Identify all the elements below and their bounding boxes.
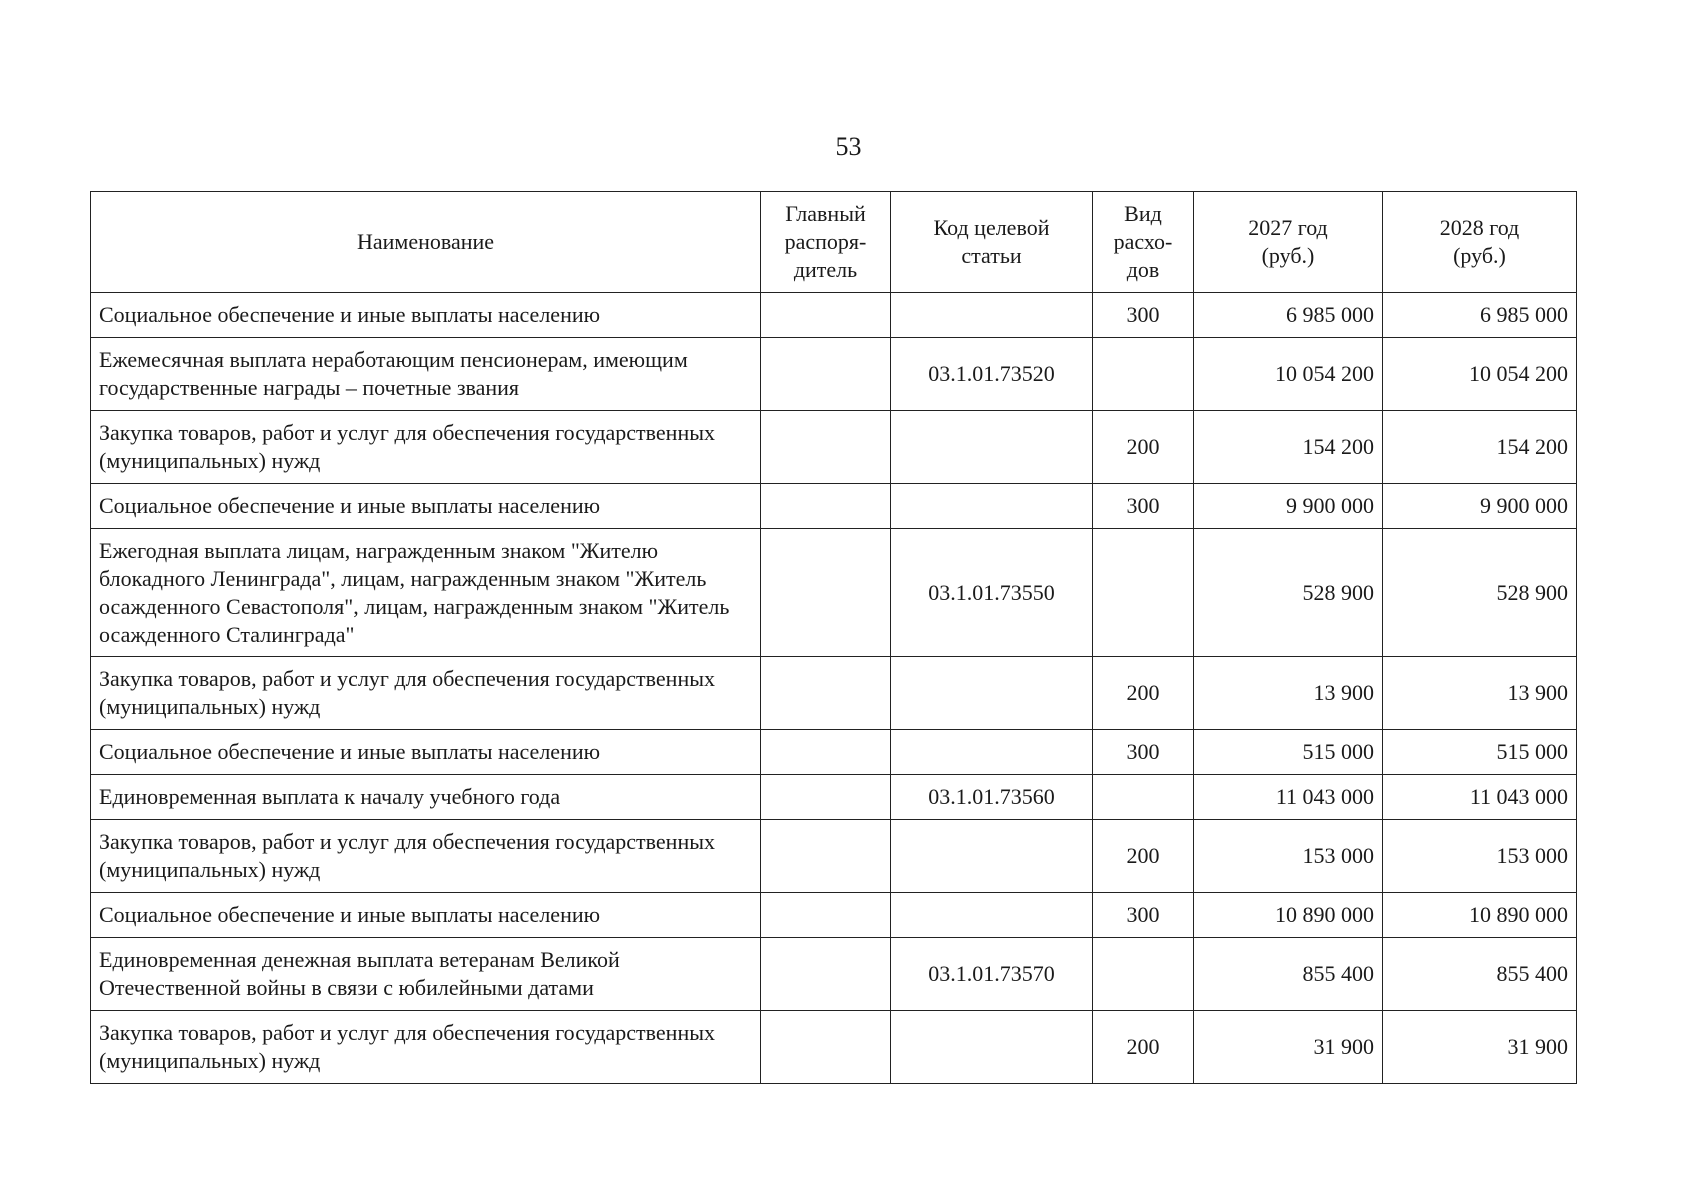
row-2028: 6 985 000 [1383,293,1577,338]
row-code [891,657,1093,730]
row-2028: 855 400 [1383,938,1577,1011]
row-manager [761,730,891,775]
row-2027: 10 054 200 [1194,338,1383,411]
row-name: Единовременная выплата к началу учебного года [91,775,761,820]
table-row [91,411,1577,484]
row-name: Закупка товаров, работ и услуг для обеспечения государственных (муниципальных) нужд [91,657,761,730]
row-code: 03.1.01.73550 [891,529,1093,657]
row-2028: 10 054 200 [1383,338,1577,411]
row-2028: 153 000 [1383,820,1577,893]
row-name: Закупка товаров, работ и услуг для обеспечения государственных (муниципальных) нужд [91,411,761,484]
row-code: 03.1.01.73570 [891,938,1093,1011]
table-row [91,657,1577,730]
row-2028: 11 043 000 [1383,775,1577,820]
row-2027: 153 000 [1194,820,1383,893]
row-type: 300 [1093,893,1194,938]
row-type [1093,338,1194,411]
row-type: 200 [1093,657,1194,730]
table-row [91,1011,1577,1084]
row-name: Социальное обеспечение и иные выплаты населению [91,730,761,775]
row-2027: 855 400 [1194,938,1383,1011]
row-code: 03.1.01.73560 [891,775,1093,820]
row-2028: 528 900 [1383,529,1577,657]
row-manager [761,1011,891,1084]
row-2028: 13 900 [1383,657,1577,730]
row-name: Закупка товаров, работ и услуг для обеспечения государственных (муниципальных) нужд [91,1011,761,1084]
row-2027: 154 200 [1194,411,1383,484]
table-row [91,938,1577,1011]
budget-table [90,191,1577,1084]
table-row [91,893,1577,938]
row-2027: 6 985 000 [1194,293,1383,338]
row-code [891,411,1093,484]
row-code [891,293,1093,338]
row-code: 03.1.01.73520 [891,338,1093,411]
row-type [1093,529,1194,657]
row-manager [761,293,891,338]
table-row [91,293,1577,338]
row-code [891,820,1093,893]
row-2028: 31 900 [1383,1011,1577,1084]
row-manager [761,411,891,484]
table-row [91,775,1577,820]
row-2028: 10 890 000 [1383,893,1577,938]
row-name: Единовременная денежная выплата ветеранам Великой Отечественной войны в связи с юбилейными датами [91,938,761,1011]
row-manager [761,338,891,411]
row-name: Ежегодная выплата лицам, награжденным знаком "Жителю блокадного Ленинграда", лицам, награжденным знаком "Житель осажденного Севастополя", лицам, награжденным знаком "Житель осажденного Сталинграда" [91,529,761,657]
row-2027: 9 900 000 [1194,484,1383,529]
row-type: 300 [1093,293,1194,338]
row-type [1093,938,1194,1011]
row-code [891,730,1093,775]
row-2027: 13 900 [1194,657,1383,730]
table-row [91,529,1577,657]
table-row [91,820,1577,893]
page-number: 53 [835,132,862,161]
row-manager [761,775,891,820]
table-row [91,484,1577,529]
table-row [91,730,1577,775]
row-name: Социальное обеспечение и иные выплаты населению [91,484,761,529]
row-2028: 154 200 [1383,411,1577,484]
table-header-row [91,192,1577,293]
row-manager [761,938,891,1011]
row-type: 200 [1093,411,1194,484]
row-name: Социальное обеспечение и иные выплаты населению [91,293,761,338]
header-2027: 2027 год (руб.) [1194,192,1383,293]
row-type [1093,775,1194,820]
row-manager [761,820,891,893]
header-manager: Главный распоря-дитель [761,192,891,293]
row-2028: 9 900 000 [1383,484,1577,529]
row-manager [761,657,891,730]
row-2027: 10 890 000 [1194,893,1383,938]
row-type: 300 [1093,730,1194,775]
row-type: 200 [1093,820,1194,893]
header-name: Наименование [91,192,761,293]
row-2027: 11 043 000 [1194,775,1383,820]
row-type: 200 [1093,1011,1194,1084]
row-code [891,484,1093,529]
row-name: Ежемесячная выплата неработающим пенсионерам, имеющим государственные награды – почетные звания [91,338,761,411]
row-manager [761,893,891,938]
row-name: Закупка товаров, работ и услуг для обеспечения государственных (муниципальных) нужд [91,820,761,893]
row-2027: 31 900 [1194,1011,1383,1084]
row-code [891,1011,1093,1084]
header-2028: 2028 год (руб.) [1383,192,1577,293]
row-2028: 515 000 [1383,730,1577,775]
row-name: Социальное обеспечение и иные выплаты населению [91,893,761,938]
row-2027: 515 000 [1194,730,1383,775]
header-type: Вид расхо-дов [1093,192,1194,293]
table-row [91,338,1577,411]
row-code [891,893,1093,938]
row-manager [761,484,891,529]
row-manager [761,529,891,657]
row-2027: 528 900 [1194,529,1383,657]
row-type: 300 [1093,484,1194,529]
header-code: Код целевой статьи [891,192,1093,293]
